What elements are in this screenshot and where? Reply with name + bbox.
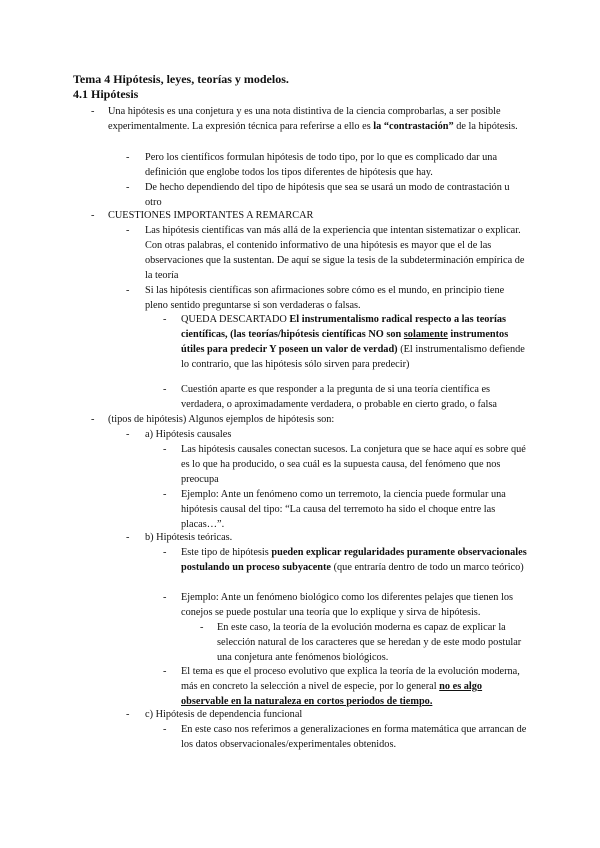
- list-item: En este caso, la teoría de la evolución moderna es capaz de explicar la selección natural de los caracteres que se heredan y de este modo postular una conjetura ante fenómenos biológicos.: [217, 622, 522, 663]
- list-item: c) Hipótesis de dependencia funcional: [145, 709, 303, 720]
- list-bullet: -: [126, 532, 130, 543]
- list-item: CUESTIONES IMPORTANTES A REMARCAR: [108, 210, 314, 221]
- list-bullet: -: [163, 666, 167, 677]
- list-item: De hecho dependiendo del tipo de hipótesis que sea se usará un modo de contrastación u otro: [145, 182, 510, 208]
- list-item: Cuestión aparte es que responder a la pregunta de si una teoría científica es verdadera, o aproximadamente verdadera, o probable en cierto grado, o falsa: [181, 384, 497, 410]
- list-bullet: -: [163, 314, 167, 325]
- list-bullet: -: [163, 444, 167, 455]
- list-bullet: -: [126, 225, 130, 236]
- section-heading: 4.1 Hipótesis: [73, 87, 139, 101]
- list-bullet: -: [91, 414, 95, 425]
- list-bullet: -: [126, 429, 130, 440]
- list-item: Pero los científicos formulan hipótesis de todo tipo, por lo que es complicado dar una definición que englobe todos los tipos diferentes de hipótesis que hay.: [145, 152, 498, 178]
- item-text: (El instrumentalismo defiende lo contrario, que las hipótesis sólo sirven para predecir): [181, 344, 525, 370]
- list-bullet: -: [126, 285, 130, 296]
- item-text: El tema es que el proceso evolutivo que explica la teoría de la evolución moderna, más en concreto la selección a nivel de especie, por lo general: [181, 666, 520, 692]
- item-text: QUEDA DESCARTADO: [181, 314, 290, 325]
- item-text-bold: instrumentos útiles para predecir Y poseen un valor de verdad): [181, 329, 509, 355]
- list-bullet: -: [91, 106, 95, 117]
- item-text-bold-underlined: solamente: [403, 329, 448, 340]
- list-item: a) Hipótesis causales: [145, 429, 232, 440]
- item-text: Una hipótesis es una conjetura y es una nota distintiva de la ciencia comprobarlas, a ser posible experimentalmente. La expresión técnica para referirse a ello es: [108, 106, 501, 132]
- list-bullet: -: [163, 724, 167, 735]
- list-item: Las hipótesis científicas van más allá de la experiencia que intentan sistematizar o explicar. Con otras palabras, el contenido informativo de una hipótesis es mayor que el de las observaciones que la sustentan. De aquí se sigue la tesis de la subdeterminación empírica de la teoría: [145, 225, 525, 281]
- list-bullet: -: [126, 709, 130, 720]
- list-bullet: -: [91, 210, 95, 221]
- list-item: [181, 664, 528, 709]
- list-bullet: -: [163, 384, 167, 395]
- item-text: (que entraría dentro de todo un marco teórico): [331, 562, 524, 573]
- list-bullet: -: [163, 489, 167, 500]
- list-item: Las hipótesis causales conectan sucesos. La conjetura que se hace aquí es sobre qué es lo que ha producido, o sea cuál es la supuesta causa, del fenómeno que nos preocupa: [181, 444, 526, 485]
- item-text-bold: pueden explicar regularidades puramente observacionales postulando un proceso subyacente: [181, 547, 527, 573]
- item-text: Este tipo de hipótesis: [181, 547, 272, 558]
- list-item: (tipos de hipótesis) Algunos ejemplos de hipótesis son:: [108, 414, 335, 425]
- list-item: En este caso nos referimos a generalizaciones en forma matemática que arrancan de los datos observacionales/experimentales obtenidos.: [181, 724, 527, 750]
- list-bullet: -: [200, 622, 204, 633]
- list-bullet: -: [163, 547, 167, 558]
- item-text-bold: El instrumentalismo radical respecto a las teorías científicas, (las teorías/hipótesis científicas NO son: [181, 314, 506, 340]
- list-bullet: -: [126, 152, 130, 163]
- list-item: [181, 312, 528, 372]
- list-item: [108, 104, 528, 134]
- list-item: Ejemplo: Ante un fenómeno biológico como los diferentes pelajes que tienen los conejos se puede postular una teoría que lo explique y sirva de hipótesis.: [181, 592, 513, 618]
- list-bullet: -: [126, 182, 130, 193]
- item-text: de la hipótesis.: [453, 121, 518, 132]
- list-item: [181, 545, 528, 575]
- item-text-bold: la “contrastación”: [373, 121, 454, 132]
- document-title: Tema 4 Hipótesis, leyes, teorías y modelos.: [73, 72, 289, 86]
- list-bullet: -: [163, 592, 167, 603]
- list-item: Si las hipótesis científicas son afirmaciones sobre cómo es el mundo, en principio tiene pleno sentido preguntarse si son verdaderas o falsas.: [145, 285, 505, 311]
- list-item: Ejemplo: Ante un fenómeno como un terremoto, la ciencia puede formular una hipótesis causal del tipo: “La causa del terremoto ha sido el choque entre las placas…”.: [181, 489, 506, 530]
- item-text-bold-underlined: no es algo observable en la naturaleza en cortos periodos de tiempo.: [181, 681, 483, 707]
- list-item: b) Hipótesis teóricas.: [145, 532, 233, 543]
